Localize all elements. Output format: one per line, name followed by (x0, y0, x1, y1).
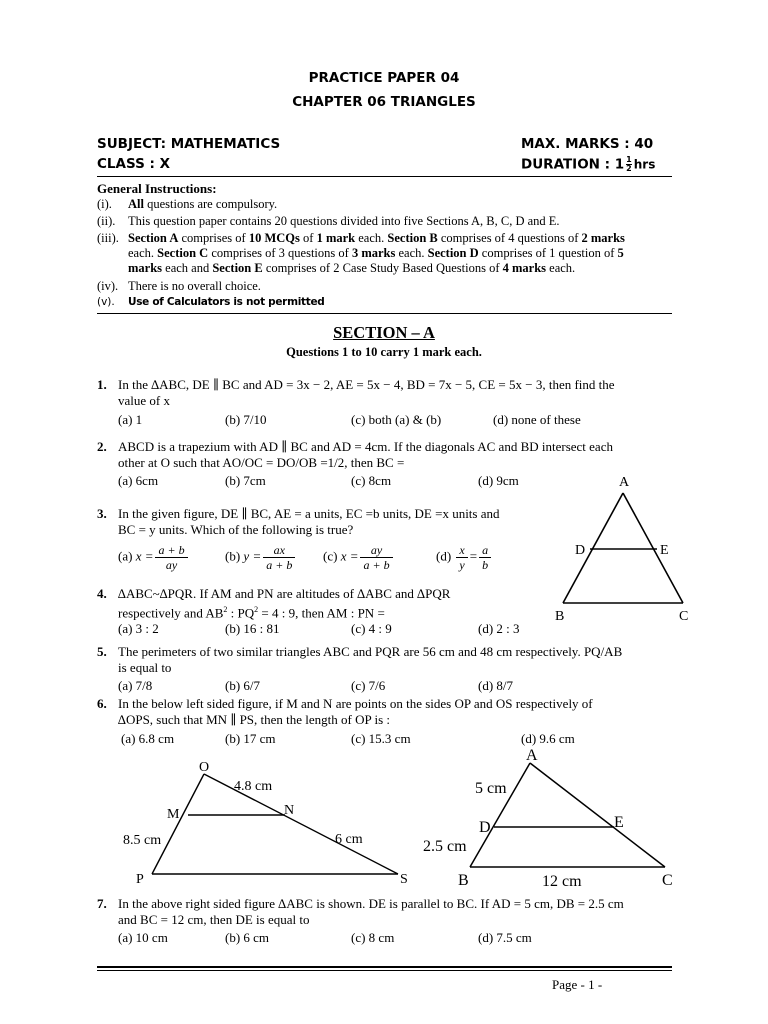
q7-option-c: (c) 8 cm (351, 930, 395, 945)
q7-text (118, 896, 624, 928)
q4-option-a: (a) 3 : 2 (118, 621, 159, 636)
q7-number: 7. (97, 896, 107, 911)
iii-5: 5 (617, 246, 624, 260)
q3-fig-label-c: C (679, 609, 689, 624)
instruction-iv-num: (iv). (97, 279, 119, 293)
instruction-i-num: (i). (97, 197, 112, 211)
instruction-i-bold: All (128, 197, 144, 211)
q3-option-d (436, 543, 493, 572)
q6-fig-label-p: P (136, 872, 144, 887)
iii-4-marks: 4 marks (502, 261, 547, 275)
q7-option-a: (a) 10 cm (118, 930, 168, 945)
q3-c-lhs: x = (340, 548, 359, 564)
q3-triangle-figure (545, 470, 705, 630)
iii-t5: each. (128, 246, 158, 260)
instructions-divider (97, 313, 672, 314)
instruction-ii: This question paper contains 20 questions divided into five Sections A, B, C, D and E. (128, 214, 560, 228)
iii-t1: comprises of (178, 231, 249, 245)
q3-line2: BC = y units. Which of the following is true? (118, 522, 354, 537)
q3-a-fraction (155, 543, 187, 572)
q4-number: 4. (97, 586, 107, 601)
q2-text (118, 439, 613, 471)
q6-option-b: (b) 17 cm (225, 731, 276, 746)
q4-line2-pre: respectively and AB (118, 605, 224, 621)
q4-line2-mid: : PQ (227, 605, 255, 621)
subject-label: SUBJECT: MATHEMATICS (97, 136, 281, 152)
q3-d-fraction2 (479, 543, 491, 572)
q2-option-d: (d) 9cm (478, 473, 519, 488)
q6-text (118, 696, 593, 728)
q3-c-label: (c) (323, 548, 338, 564)
q1-line1: In the ∆ABC, DE ∥ BC and AD = 3x − 2, AE = 5x − 4, BD = 7x − 5, CE = 5x − 3, then find the (118, 377, 615, 392)
instruction-i (128, 197, 277, 212)
q5-line1: The perimeters of two similar triangles ABC and PQR are 56 cm and 48 cm respectively. PQ/AB (118, 644, 623, 659)
q7-fig-label-d: D (479, 819, 491, 836)
footer-rule-bottom (97, 970, 672, 971)
q3-option-c (323, 543, 395, 572)
q4-option-d: (d) 2 : 3 (478, 621, 520, 636)
paper-title: PRACTICE PAPER 04 (308, 70, 460, 86)
q6-line1: In the below left sided figure, if M and N are points on the sides OP and OS respectively of (118, 696, 593, 711)
iii-t9: each and (162, 261, 213, 275)
q5-text (118, 644, 622, 676)
q1-number: 1. (97, 377, 107, 392)
q6-fig-label-ns: 6 cm (335, 832, 363, 847)
q5-option-a: (a) 7/8 (118, 678, 153, 693)
q5-option-c: (c) 7/6 (351, 678, 386, 693)
q1-option-a: (a) 1 (118, 412, 143, 427)
q7-option-b: (b) 6 cm (225, 930, 270, 945)
q5-line2: is equal to (118, 660, 172, 675)
q3-c-fraction (360, 543, 392, 572)
q3-d-eq: = (469, 548, 478, 564)
q2-option-a: (a) 6cm (118, 473, 159, 488)
q7-fig-label-ad: 5 cm (475, 780, 507, 797)
iii-section-b: Section B (387, 231, 438, 245)
class-label: CLASS : X (97, 156, 171, 172)
q7-fig-label-bc: 12 cm (542, 873, 582, 890)
iii-t2: of (299, 231, 317, 245)
q6-option-a: (a) 6.8 cm (121, 731, 175, 746)
iii-section-e: Section E (212, 261, 263, 275)
footer-rule-top (97, 966, 672, 968)
q6-line2: ∆OPS, such that MN ∥ PS, then the length of OP is : (118, 712, 391, 727)
q5-number: 5. (97, 644, 107, 659)
q5-option-d: (d) 8/7 (478, 678, 514, 693)
q6-option-d: (d) 9.6 cm (521, 731, 575, 746)
q6-fig-label-on: 4.8 cm (234, 779, 273, 794)
duration-fraction-den: 2 (626, 164, 632, 173)
q3-a-num: a + b (155, 543, 187, 558)
iii-section-a: Section A (128, 231, 179, 245)
q7-fig-label-c: C (662, 872, 673, 889)
iii-2-marks: 2 marks (581, 231, 625, 245)
iii-t10: comprises of 2 Case Study Based Questions of (262, 261, 503, 275)
q7-line1: In the above right sided figure ∆ABC is shown. DE is parallel to BC. If AD = 5 cm, DB = 2.5 cm (118, 896, 624, 911)
q3-b-label: (b) (225, 548, 241, 564)
iii-t6: comprises of 3 questions of (208, 246, 352, 260)
iii-t8: comprises of 1 question of (478, 246, 618, 260)
q4-line1: ∆ABC~∆PQR. If AM and PN are altitudes of ∆ABC and ∆PQR (118, 586, 451, 601)
q3-d-fraction1 (456, 543, 467, 572)
q7-fig-label-a: A (526, 747, 538, 764)
q3-text (118, 506, 500, 538)
q3-a-lhs: x = (135, 548, 154, 564)
duration-suffix: hrs (633, 157, 656, 172)
iii-3-marks: 3 marks (351, 246, 396, 260)
instruction-iii-num: (iii). (97, 231, 119, 245)
iii-1-mark: 1 mark (316, 231, 356, 245)
q6-triangle-figure (110, 752, 420, 892)
instructions-heading: General Instructions: (97, 181, 217, 196)
q7-fig-label-b: B (458, 872, 469, 889)
iii-section-d: Section D (427, 246, 479, 260)
q7-fig-label-db: 2.5 cm (423, 838, 467, 855)
q6-fig-label-m: M (167, 807, 180, 822)
q6-fig-label-s: S (400, 872, 408, 887)
q3-d-den1: y (459, 558, 465, 572)
q1-text (118, 377, 615, 409)
duration-prefix: DURATION : 1 (521, 156, 625, 173)
chapter-title: CHAPTER 06 TRIANGLES (292, 94, 476, 110)
instruction-v-num: (v). (97, 296, 115, 308)
q2-line2: other at O such that AO/OC = DO/OB =1/2, then BC = (118, 455, 405, 470)
q1-line2: value of x (118, 393, 170, 408)
q3-a-label: (a) (118, 548, 133, 564)
q3-fig-label-e: E (660, 543, 669, 558)
q3-b-fraction (263, 543, 295, 572)
max-marks-label: MAX. MARKS : 40 (521, 136, 654, 152)
q3-b-num: ax (263, 543, 295, 558)
q4-sup2: 2 (254, 605, 259, 614)
iii-t4: comprises of 4 questions of (437, 231, 582, 245)
iii-mcqs: 10 MCQs (248, 231, 300, 245)
duration-fraction-num: 1 (626, 155, 632, 164)
q2-line1: ABCD is a trapezium with AD ∥ BC and AD = 4cm. If the diagonals AC and BD intersect each (118, 439, 613, 454)
q1-option-c: (c) both (a) & (b) (351, 412, 442, 427)
q7-triangle-figure (418, 745, 693, 893)
q7-line2: and BC = 12 cm, then DE is equal to (118, 912, 310, 927)
q3-number: 3. (97, 506, 107, 521)
section-title: SECTION – A (333, 323, 435, 342)
duration-label (521, 156, 655, 173)
q4-line2-post: = 4 : 9, then AM : PN = (258, 605, 385, 621)
q4-option-c: (c) 4 : 9 (351, 621, 392, 636)
q1-option-b: (b) 7/10 (225, 412, 267, 427)
q3-d-num1: x (456, 543, 467, 558)
q6-option-c: (c) 15.3 cm (351, 731, 411, 746)
q3-fig-label-d: D (575, 543, 586, 558)
q7-option-d: (d) 7.5 cm (478, 930, 532, 945)
q4-text (118, 586, 450, 621)
iii-t11: each. (546, 261, 576, 275)
iii-t7: each. (395, 246, 428, 260)
q4-sup1: 2 (223, 605, 228, 614)
q3-d-label: (d) (436, 548, 452, 564)
q3-line1: In the given figure, DE ∥ BC, AE = a units, EC =b units, DE =x units and (118, 506, 500, 521)
q3-fig-label-a: A (619, 475, 630, 490)
q3-c-num: ay (360, 543, 392, 558)
instruction-v: Use of Calculators is not permitted (128, 296, 325, 308)
page-number: Page - 1 - (552, 977, 603, 992)
iii-section-c: Section C (157, 246, 209, 260)
instruction-iii (128, 231, 673, 276)
q3-option-b (225, 543, 297, 572)
instruction-ii-num: (ii). (97, 214, 116, 228)
iii-t3: each. (355, 231, 388, 245)
q3-d-num2: a (479, 543, 491, 558)
q3-d-den2: b (482, 558, 489, 572)
instruction-i-rest: questions are compulsory. (143, 197, 278, 211)
header-divider (97, 176, 672, 177)
q6-fig-label-mp: 8.5 cm (123, 833, 162, 848)
q6-fig-label-o: O (199, 760, 210, 775)
q1-option-d: (d) none of these (493, 412, 581, 427)
q5-option-b: (b) 6/7 (225, 678, 261, 693)
q3-c-den: a + b (363, 558, 390, 572)
q3-fig-label-b: B (555, 609, 565, 624)
q3-b-lhs: y = (243, 548, 262, 564)
q6-number: 6. (97, 696, 107, 711)
q3-a-den: ay (165, 558, 178, 572)
q2-option-c: (c) 8cm (351, 473, 392, 488)
q3-option-a (118, 543, 190, 572)
instruction-iv: There is no overall choice. (128, 279, 261, 293)
q2-number: 2. (97, 439, 107, 454)
q7-fig-label-e: E (614, 814, 624, 831)
iii-marks: marks (128, 261, 163, 275)
q6-fig-label-n: N (284, 803, 295, 818)
q2-option-b: (b) 7cm (225, 473, 266, 488)
q3-b-den: a + b (266, 558, 293, 572)
q4-option-b: (b) 16 : 81 (225, 621, 280, 636)
section-subtitle: Questions 1 to 10 carry 1 mark each. (286, 345, 482, 359)
